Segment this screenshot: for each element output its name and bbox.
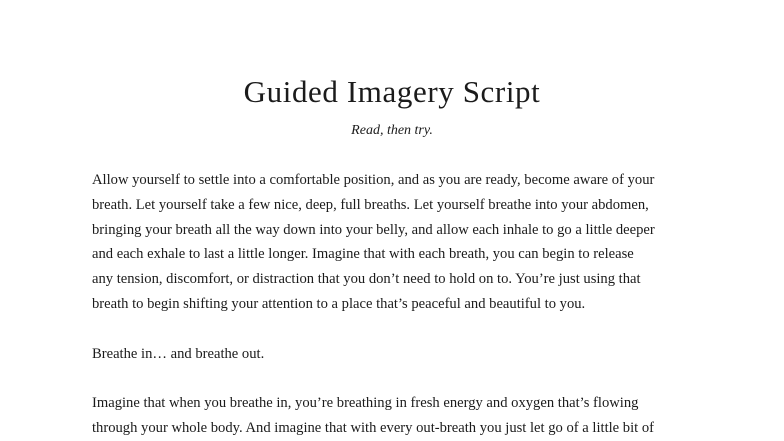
text-line: breath. Let yourself take a few nice, deep, full breaths. Let yourself breathe into your abdomen, [92, 196, 649, 213]
text-line: Breathe in… and breathe out. [92, 345, 265, 362]
text-line: Allow yourself to settle into a comfortable position, and as you are ready, become aware of your [92, 172, 655, 188]
text-line: breath to begin shifting your attention to a place that’s peaceful and beautiful to you. [92, 295, 586, 312]
paragraph-imagine [92, 391, 696, 441]
text-line: through your whole body. And imagine that with every out-breath you just let go of a little bit of [92, 419, 655, 436]
paragraph-breathe [92, 342, 696, 367]
text-line: Imagine that when you breathe in, you’re breathing in fresh energy and oxygen that’s flowing [92, 395, 639, 412]
document-body [92, 168, 696, 441]
text-line: and each exhale to last a little longer. Imagine that with each breath, you can begin to release [92, 246, 634, 263]
document-subtitle: Read, then try. [351, 123, 433, 138]
document-title: Guided Imagery Script [243, 74, 541, 109]
text-line: any tension, discomfort, or distraction that you don’t need to hold on to. You’re just using that [92, 271, 641, 288]
text-line: bringing your breath all the way down into your belly, and allow each inhale to go a little deeper [92, 221, 655, 238]
paragraph-intro [92, 168, 696, 317]
